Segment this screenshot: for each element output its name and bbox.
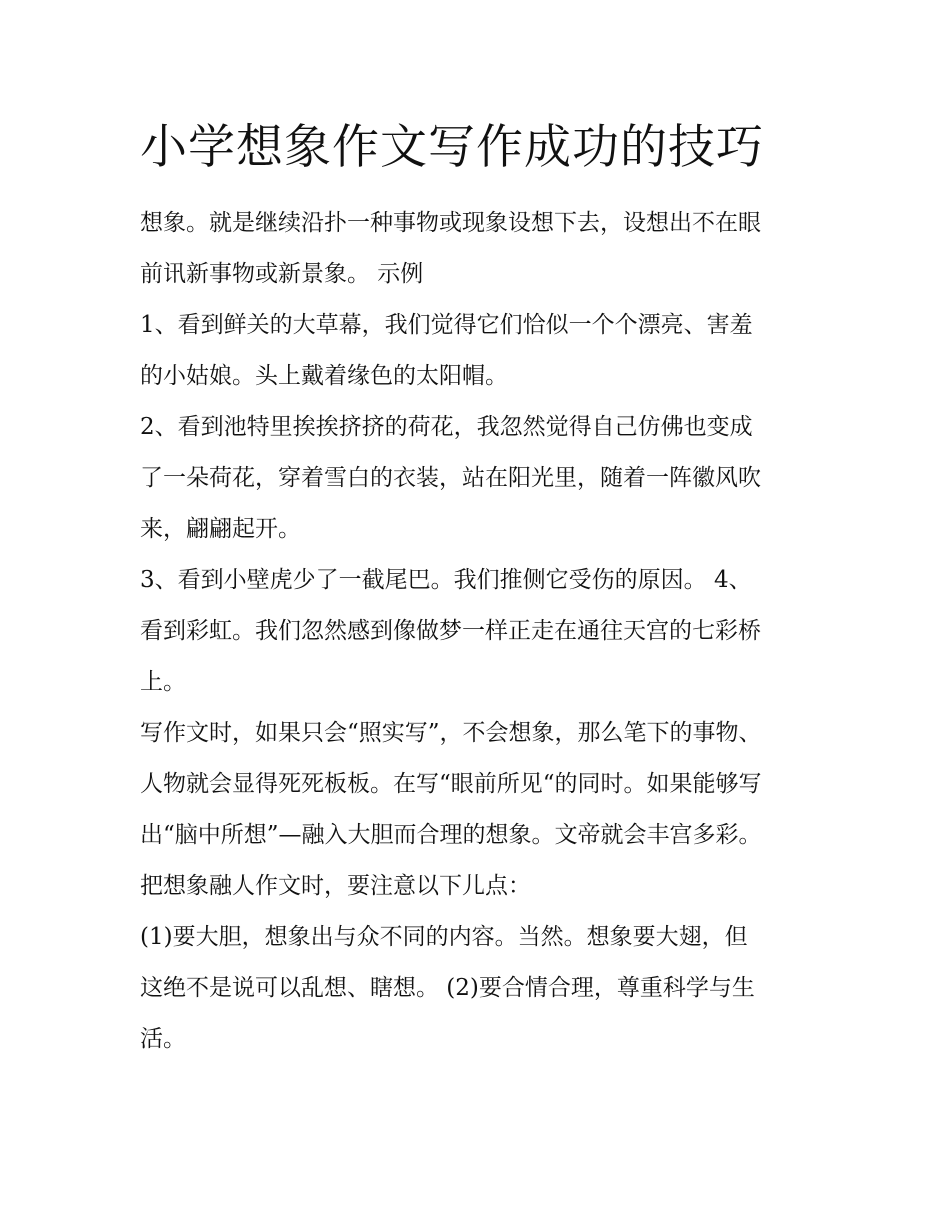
- text-line: 人物就会显得死死板板。在写“眼前所见“的同时。如果能够写: [140, 771, 762, 797]
- text-line: (1)要大胆，想象出与众不同的内容。当然。想象要大翅，但: [140, 924, 748, 950]
- paragraph-example-2: [140, 402, 820, 555]
- text-line: 2、看到池特里挨挨挤挤的荷花，我忽然觉得自己仿佛也变成: [140, 414, 753, 440]
- text-line: 出“脑中所想”—融入大胆而合理的想象。文帝就会丰宫多彩。: [140, 822, 762, 848]
- text-line: 把想象融人作文时，要注意以下儿点：: [140, 873, 531, 899]
- text-line: 想象。就是继续沿扑一种事物或现象设想下去，设想出不在眼: [140, 210, 761, 236]
- text-line: 来，翩翩起开。: [140, 516, 301, 542]
- paragraph-example-3-4: [140, 555, 820, 708]
- document-title: 小学想象作文写作成功的技巧: [140, 120, 764, 175]
- text-line: 看到彩虹。我们忽然感到像做梦一样正走在通往天宫的七彩桥: [140, 618, 761, 644]
- text-line: 了一朵荷花，穿着雪白的衣装，站在阳光里，随着一阵徽风吹: [140, 465, 761, 491]
- paragraph-writing-advice: [140, 708, 820, 861]
- paragraph-definition: [140, 198, 820, 300]
- paragraph-example-1: [140, 300, 820, 402]
- text-line: 1、看到鲜关的大草幕，我们觉得它们恰似一个个漂亮、害羞: [140, 312, 753, 338]
- text-line: 上。: [140, 669, 186, 695]
- text-line: 这绝不是说可以乱想、瞎想。 (2)要合情合理，尊重科学与生: [140, 975, 755, 1001]
- text-line: 写作文时，如果只会“照实写”，不会想象，那么笔下的事物、: [140, 720, 762, 746]
- document-page: [140, 112, 820, 1065]
- text-line: 前讯新事物或新景象。 示例: [140, 261, 424, 287]
- text-line: 活。: [140, 1026, 186, 1052]
- paragraph-key-points: [140, 912, 820, 1065]
- text-line: 3、看到小壁虎少了一截尾巴。我们推侧它受伤的原因。 4、: [140, 567, 752, 593]
- paragraph-key-points-intro: [140, 861, 820, 912]
- text-line: 的小姑娘。头上戴着缘色的太阳帽。: [140, 363, 508, 389]
